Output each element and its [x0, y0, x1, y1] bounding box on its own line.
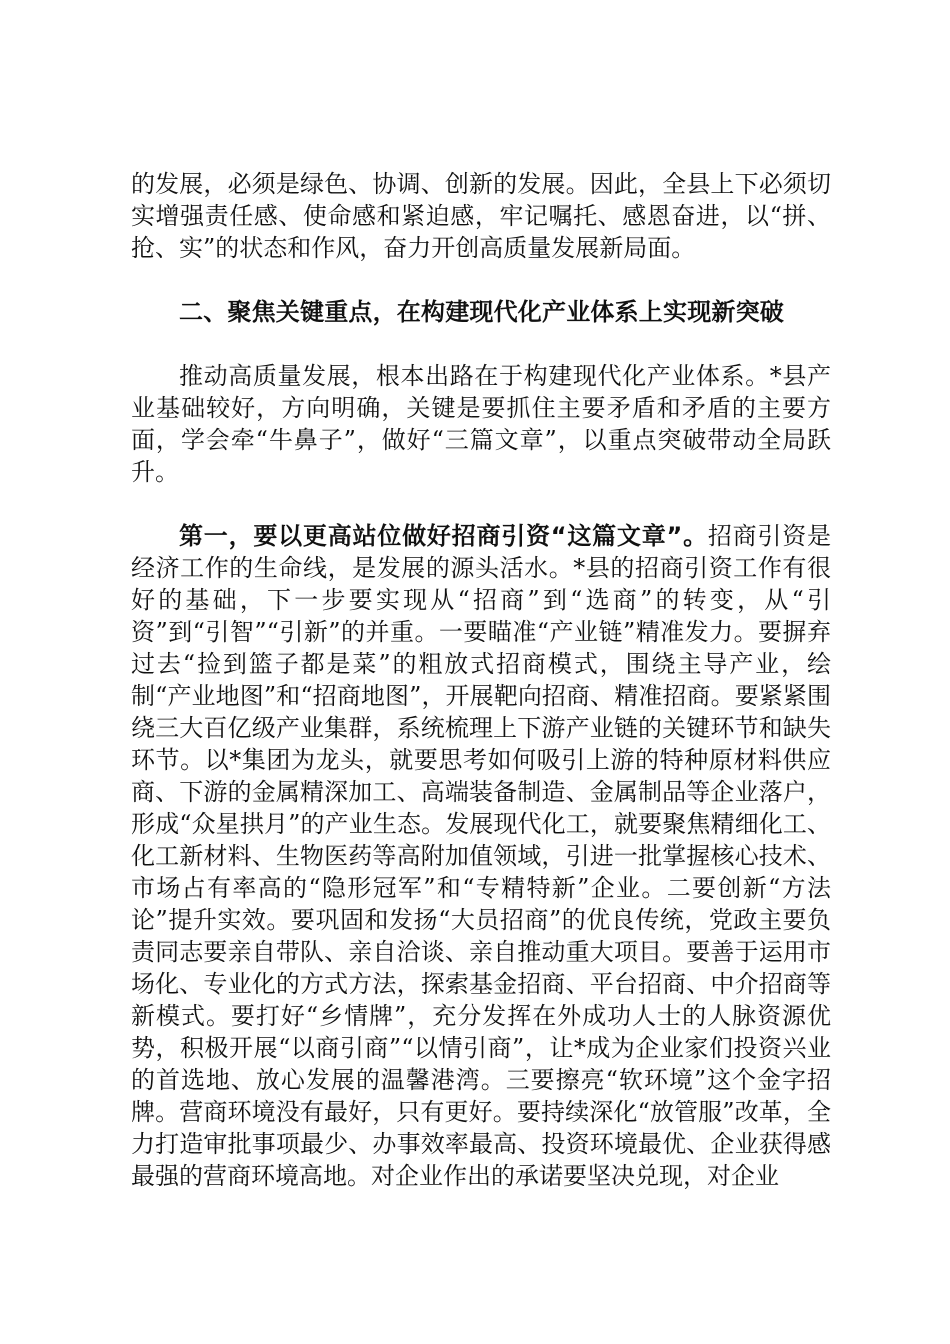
document-page	[131, 168, 831, 1192]
intro-paragraph: 推动高质量发展，根本出路在于构建现代化产业体系。*县产业基础较好，方向明确，关键是要抓住主要矛盾和矛盾的主要方面，学会牵“牛鼻子”，做好“三篇文章”，以重点突破带动全局跃升。	[131, 362, 831, 486]
point-one-lead: 第一，要以更高站位做好招商引资“这篇文章”。	[179, 522, 708, 550]
point-one-body: 招商引资是经济工作的生命线，是发展的源头活水。*县的招商引资工作有很好的基础，下一步要实现从“招商”到“选商”的转变，从“引资”到“引智”“引新”的并重。一要瞄准“产业链”精准发力。要摒弃过去“捡到篮子都是菜”的粗放式招商模式，围绕主导产业，绘制“产业地图”和“招商地图”，开展靶向招商、精准招商。要紧紧围绕三大百亿级产业集群，系统梳理上下游产业链的关键环节和缺失环节。以*集团为龙头，就要思考如何吸引上游的特种原材料供应商、下游的金属精深加工、高端装备制造、金属制品等企业落户，形成“众星拱月”的产业生态。发展现代化工，就要聚焦精细化工、化工新材料、生物医药等高附加值领域，引进一批掌握核心技术、市场占有率高的“隐形冠军”和“专精特新”企业。二要创新“方法论”提升实效。要巩固和发扬“大员招商”的优良传统，党政主要负责同志要亲自带队、亲自洽谈、亲自推动重大项目。要善于运用市场化、专业化的方式方法，探索基金招商、平台招商、中介招商等新模式。要打好“乡情牌”，充分发挥在外成功人士的人脉资源优势，积极开展“以商引商”“以情引商”，让*成为企业家们投资兴业的首选地、放心发展的温馨港湾。三要擦亮“软环境”这个金字招牌。营商环境没有最好，只有更好。要持续深化“放管服”改革，全力打造审批事项最少、办事效率最高、投资环境最优、企业获得感最强的营商环境高地。对企业作出的承诺要坚决兑现，对企业	[131, 522, 832, 1190]
section-heading: 二、聚焦关键重点，在构建现代化产业体系上实现新突破	[179, 298, 784, 326]
point-one-paragraph	[131, 520, 831, 1192]
continued-paragraph: 的发展，必须是绿色、协调、创新的发展。因此，全县上下必须切实增强责任感、使命感和紧迫感，牢记嘱托、感恩奋进，以“拼、抢、实”的状态和作风，奋力开创高质量发展新局面。	[131, 170, 831, 262]
